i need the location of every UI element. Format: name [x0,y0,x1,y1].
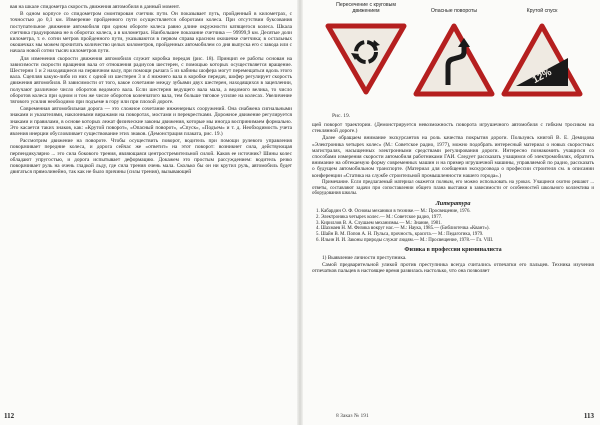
literature-item: 2. Электроника четырех колес.— М.: Советское радио, 1977. [316,214,443,220]
left-paragraph-3: Для изменения скорости движения автомобиля служит коробка передач (рис. 18). Принцип ее работы основан на зависимости скорости вращения вала от отношения радиусов шестерен, с помощью которых осуществляется вращение. Шестерни 1 и 2 находящиеся на первичном валу, при помощи рычага 5 из кабины шофера могут перемещаться вдоль этого вала. Сцепляя какую-либо из них с одной из шестерен 3 и 4 нижнего вала в коробке передач, шофер регулирует скорость движения автомобиля. В зависимости от того, какое сочетание между зубьями двух шестерен, находящихся в зацеплении, получают различное число оборотов ведомого вала. Если шестерня ведущего вала мала, а ведомого велика, то число оборотов колеса при одном и том же числе оборотов коленчатого вала, тем больше тяговое усилие на колесах. Увеличение тягового усилия необходимо при подъеме в гору или при плохой дороге. [10,55,292,106]
note-paragraph: Примечание. Если предлагаемый материал окажется полным, его можно использовать на уроках. Учащиеся охотно решают ... ответы, составляют задачи при сопоставлении общего плана выставки в зависимости от особенностей школьного коллектива и оборудования школы. [312,179,594,197]
left-text-column [10,4,292,176]
right-paragraph-2: Далее обращаем внимание экскурсантов на роль качества покрытия дороги. Пользуясь книгой В. Е. Демидова «Электроника четырех колес» (М.: Советское радио, 1977), можно подобрать интересный материал о новых скоростных магистралях, насыщенных электронными средствами регулирования дороги. Интересно познакомить учащихся со способами измерения скорости автомобиля работниками ГАИ. Следует рассказать учащимся об электромобилях, обратить внимание на обтекаемую форму современных машин и на пример игрушечной машины, управляемой по радио, рассказать о будущем автомобильном транспорте. (Материал для сообщения экскурсовода о профессии строителя см. в описании конференции «Статика на службе строительной промышленности нашего города».) [312,135,594,179]
literature-list [312,209,594,244]
left-page [0,0,298,425]
section-heading: Физика в профессии криминалиста [404,246,502,253]
left-paragraph-4: Современная автомобильная дорога — это сложное сочетание инженерных сооружений. Она снабжена сигнальными знаками и указателями, наклонными виражами на поворотах, мостами и перекрестками. Дорожное движение регулируется знаками и правилами, в основе которых лежат физические законы движения, которые мы иногда воспринимаем формально. Это касается таких знаков, как: «Крутой поворот», «Опасный поворот», «Спуск», «Подъем» и т. д. Необходимость учета явления инерции обусловливает существование этих знаков. (Демонстрация плаката, рис. 19.) [10,106,292,138]
right-page [302,0,600,425]
right-page-number: 113 [583,412,594,420]
literature-item: 5. Шайн В. М. Попов А. Н. Пульса, прочность, красота.— М.: Педагогика, 1979. [316,232,484,238]
left-paragraph-5: Рассмотрим движение на повороте. Чтобы осуществить поворот, водитель при помощи рулевого управления поворачивает передние колеса, и дорога сейчас же «ответит» на этот поворот: возникнет сила, действующая перпендикулярно ... это сила бокового трения, являющаяся центростремительной силой. Каков ее источник? Шины колес обладают упругостью, и дорога испытывает деформацию. Докажем это простым рассуждением: водитель резко поворачивает руль на очень гладкой льду, где сила трения очень мала. Сколько бы он ни крутил руль, автомобиль будет двигаться прямолинейно, так как не было причины (силы трения), вызывающей [10,138,292,176]
right-paragraph-1: щей поворот траектории. (Демонстрируется невозможность поворота игрушечного автомобиля с гибким тросиком на стеклянной дороге.) [312,122,594,135]
literature-item: 1. Кабардин О. Ф. Основы механики в технике.— М.: Просвещение, 1976. [316,208,471,214]
sign-caption-dangerous-curves: Опасные повороты [430,8,478,14]
left-paragraph-1: вая на шкале спидометра скорость движения автомобиля в данный момент. [10,4,180,10]
literature-heading: Литература [435,199,471,207]
literature-item: 6. Ильин И. И. Законы природы служат людям.— М.: Просвещение, 1978.— Гл. VIII. [316,237,494,243]
sign-caption-roundabout: Пересечение с круговым движением [336,2,396,14]
roundabout-sign-icon [328,26,404,92]
left-paragraph-2: В одном корпусе со спидометром смонтирован счетчик пути. Он показывает путь, пройденный в километрах, с точностью до 0,1 км. Измерение пройденного пути осуществляется оборотами колеса. При отсутствии буксования поступательное движение автомобиля при одном обороте колеса равно длине окружности катящегося колеса. Шкала счетчика градуирована не в оборотах колеса, а в километрах. Наибольшее показание счетчика — 99999,9 км. Десятые доли километра, т. е. сотни метров пройденного пути, указываются в первом справа красном окошечке счетчика; в остальных окошечках мы можем прочитать количество целых километров, пройденных автомобилем со дня выпуска его с завода или с начала новой сотни тысяч километров пути. [10,11,292,55]
figure-caption: Рис. 19. [332,113,351,119]
road-signs-figure [322,2,584,106]
steep-descent-sign-icon [504,26,580,94]
print-signature: 8 Заказ № 191 [336,413,369,419]
right-text-column [312,122,594,275]
dangerous-curves-sign-icon [416,26,492,94]
section-paragraph-1: 1) Выявление личности преступника. [322,254,407,261]
literature-item: 3. Кириллов В. А. Слушаем механизмы.— М.: Знание, 1981. [316,220,442,226]
grade-percent-label: 12% [530,66,554,86]
literature-item: 4. Шахмаев Н. М. Физика вокруг нас.— М.: Наука, 1985.— (Библиотечка «Квант»). [316,226,490,232]
sign-caption-steep-descent: Крутой спуск [526,8,558,14]
section-paragraph-2: Самой предварительной уликой против преступника всегда считались отпечатки его пальцев. Техника изучения отпечатков пальцев в настоящее время развилась настолько, что она позволяет [312,261,594,275]
road-signs-svg [322,2,584,106]
left-page-number: 112 [4,412,15,420]
